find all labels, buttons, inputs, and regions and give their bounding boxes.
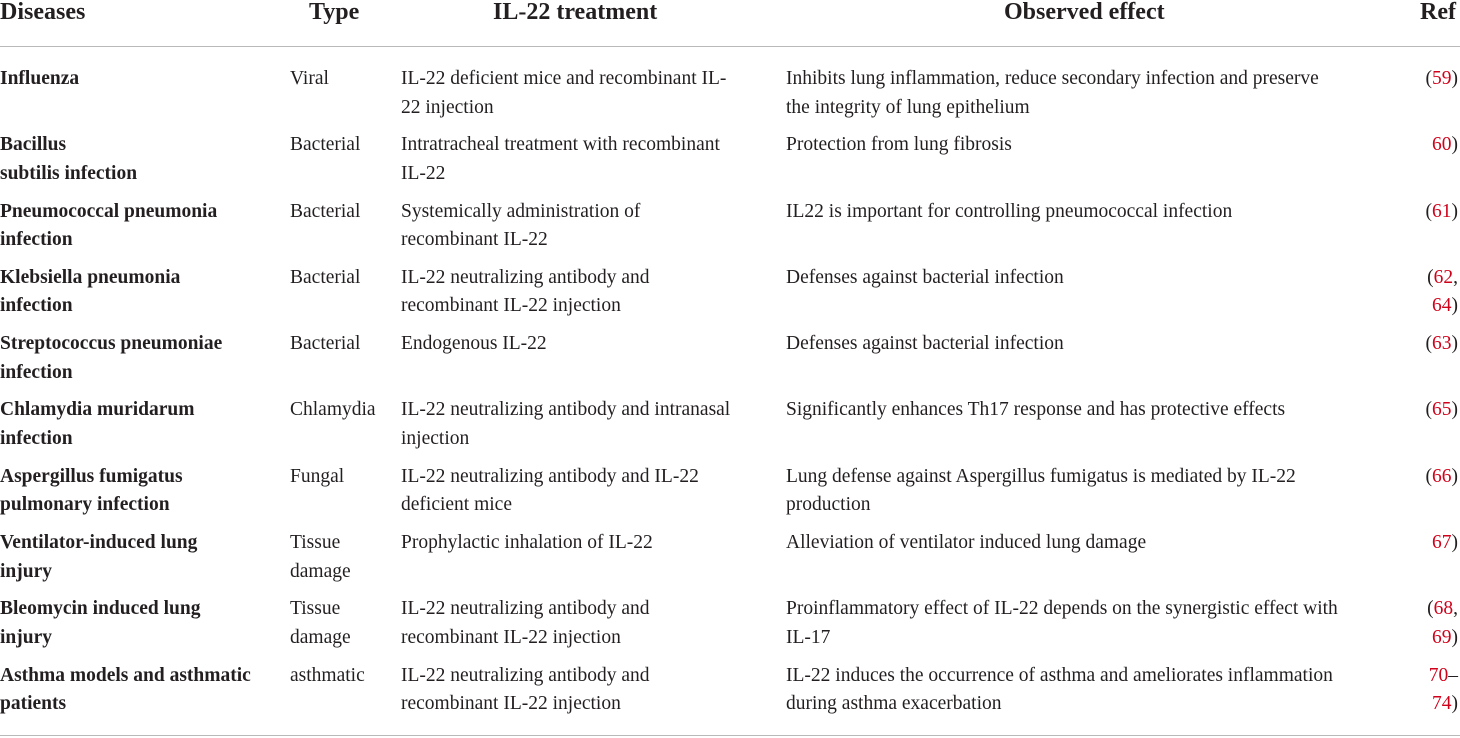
ref-separator: , — [1453, 598, 1458, 620]
ref-cell — [1400, 131, 1458, 160]
effect-cell: Inhibits lung inflammation, reduce secondary infection and preserve the integrity of lung epithelium — [786, 68, 1319, 118]
ref-link[interactable]: 66 — [1432, 465, 1452, 487]
ref-cell — [1400, 463, 1458, 492]
ref-close-paren: ) — [1451, 200, 1458, 222]
ref-link[interactable]: 68 — [1433, 598, 1454, 620]
ref-close-paren: ) — [1451, 68, 1458, 89]
type-cell: Bacterial — [290, 134, 361, 156]
ref-open-paren: ( — [1425, 68, 1432, 89]
ref-link[interactable]: 62 — [1433, 266, 1454, 288]
effect-cell: Significantly enhances Th17 response and has protective effects — [786, 399, 1286, 421]
ref-open-paren: ( — [1425, 465, 1432, 487]
treatment-cell: IL-22 neutralizing antibody and recombinant IL-22 injection — [401, 664, 650, 715]
treatment-cell: IL-22 neutralizing antibody and intranasal injection — [401, 399, 731, 450]
disease-cell: Asthma models and asthmatic patients — [0, 664, 251, 715]
ref-link[interactable]: 61 — [1432, 200, 1452, 222]
header-ref: Ref — [1420, 0, 1456, 25]
effect-cell: IL-22 induces the occurrence of asthma and ameliorates inflammation during asthma exacerbation — [786, 664, 1333, 715]
treatment-cell: Prophylactic inhalation of IL-22 — [401, 532, 653, 554]
effect-cell: Defenses against bacterial infection — [786, 333, 1064, 355]
ref-close-paren: ) — [1451, 295, 1458, 317]
effect-cell: Defenses against bacterial infection — [786, 266, 1064, 288]
table-row — [0, 595, 1460, 661]
disease-cell: Pneumococcal pneumonia infection — [0, 200, 218, 251]
treatment-cell: IL-22 neutralizing antibody and recombinant IL-22 injection — [401, 266, 650, 317]
ref-open-paren: ( — [1425, 200, 1432, 222]
header-type: Type — [309, 0, 360, 25]
type-cell: Fungal — [290, 465, 345, 487]
disease-cell: Ventilator-induced lung injury — [0, 532, 198, 582]
ref-cell — [1400, 264, 1458, 321]
ref-close-paren: ) — [1451, 465, 1458, 487]
table-row — [0, 198, 1460, 264]
ref-cell — [1400, 662, 1458, 719]
table-row — [0, 662, 1460, 728]
ref-close-paren: ) — [1451, 399, 1458, 421]
table-row — [0, 264, 1460, 330]
treatment-cell: IL-22 neutralizing antibody and IL-22 deficient mice — [401, 465, 699, 516]
ref-link[interactable]: 65 — [1432, 399, 1452, 421]
ref-open-paren: ( — [1425, 333, 1432, 355]
type-cell: Tissue damage — [290, 532, 351, 582]
ref-link[interactable]: 59 — [1432, 68, 1452, 89]
ref-cell — [1400, 65, 1458, 94]
table-row — [0, 396, 1460, 462]
type-cell: Tissue damage — [290, 598, 351, 648]
effect-cell: IL22 is important for controlling pneumococcal infection — [786, 200, 1233, 222]
ref-open-paren: ( — [1425, 399, 1432, 421]
table-row — [0, 529, 1460, 595]
treatment-cell: Endogenous IL-22 — [401, 333, 547, 355]
type-cell: Chlamydia — [290, 399, 376, 421]
type-cell: Bacterial — [290, 333, 361, 355]
ref-link-second[interactable]: 69 — [1432, 626, 1452, 648]
ref-separator: , — [1453, 266, 1458, 288]
disease-cell: Bleomycin induced lung injury — [0, 598, 201, 648]
ref-cell — [1400, 330, 1458, 359]
disease-cell: Klebsiella pneumonia infection — [0, 266, 181, 317]
table-row — [0, 330, 1460, 396]
table-row — [0, 65, 1460, 131]
ref-link-second[interactable]: 74 — [1432, 693, 1452, 715]
ref-cell — [1400, 529, 1458, 558]
header-observed-effect: Observed effect — [1004, 0, 1165, 25]
treatment-cell: Systemically administration of recombinant IL-22 — [401, 200, 641, 251]
disease-cell: Chlamydia muridarum infection — [0, 399, 195, 450]
table-bottom-rule — [0, 735, 1460, 736]
ref-link-second[interactable]: 64 — [1432, 295, 1452, 317]
table-row — [0, 463, 1460, 529]
ref-link[interactable]: 67 — [1432, 532, 1452, 554]
ref-link[interactable]: 63 — [1432, 333, 1452, 355]
ref-link[interactable]: 70 — [1428, 664, 1449, 686]
ref-close-paren: ) — [1451, 626, 1458, 648]
ref-link[interactable]: 60 — [1432, 134, 1452, 156]
table-row — [0, 131, 1460, 197]
ref-close-paren: ) — [1451, 532, 1458, 554]
type-cell: Bacterial — [290, 200, 361, 222]
type-cell: Bacterial — [290, 266, 361, 288]
treatment-cell: IL-22 neutralizing antibody and recombinant IL-22 injection — [401, 598, 650, 648]
ref-open-paren: ( — [1427, 266, 1434, 288]
ref-cell — [1400, 198, 1458, 227]
ref-cell — [1400, 595, 1458, 652]
treatment-cell: Intratracheal treatment with recombinant IL-22 — [401, 134, 720, 184]
ref-open-paren: ( — [1427, 598, 1434, 620]
disease-cell: Influenza — [0, 68, 80, 89]
ref-close-paren: ) — [1451, 333, 1458, 355]
treatment-cell: IL-22 deficient mice and recombinant IL- 22 injection — [401, 68, 727, 118]
header-diseases: Diseases — [0, 0, 86, 25]
header-treatment: IL-22 treatment — [493, 0, 658, 25]
type-cell: Viral — [290, 68, 329, 89]
ref-close-paren: ) — [1451, 134, 1458, 156]
disease-cell: Aspergillus fumigatus pulmonary infection — [0, 465, 183, 516]
effect-cell: Alleviation of ventilator induced lung damage — [786, 532, 1147, 554]
effect-cell: Lung defense against Aspergillus fumigatus is mediated by IL-22 production — [786, 465, 1296, 516]
effect-cell: Protection from lung fibrosis — [786, 134, 1012, 156]
disease-cell: Streptococcus pneumoniae infection — [0, 333, 223, 383]
type-cell: asthmatic — [290, 664, 365, 686]
ref-cell — [1400, 396, 1458, 425]
table-body — [0, 47, 1460, 728]
ref-separator: – — [1448, 664, 1458, 686]
disease-cell: Bacillus subtilis infection — [0, 134, 138, 184]
table-header — [0, 0, 1460, 47]
effect-cell: Proinflammatory effect of IL-22 depends on the synergistic effect with IL-17 — [786, 598, 1338, 648]
ref-close-paren: ) — [1451, 693, 1458, 715]
